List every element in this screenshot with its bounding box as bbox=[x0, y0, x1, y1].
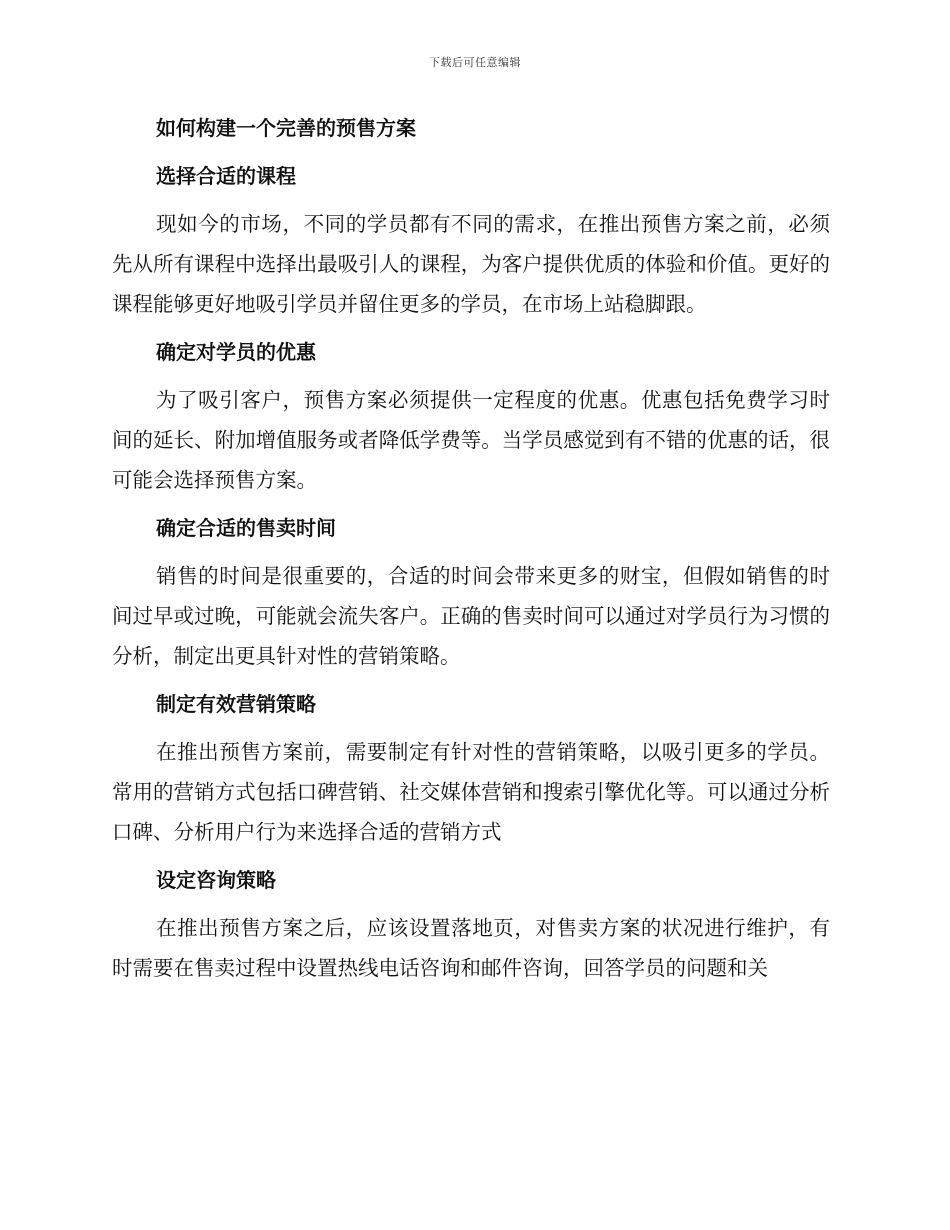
section-paragraph: 在推出预售方案前，需要制定有针对性的营销策略，以吸引更多的学员。常用的营销方式包括口碑营销、社交媒体营销和搜索引擎优化等。可以通过分析口碑、分析用户行为来选择合适的营销方式 bbox=[112, 740, 830, 844]
section-paragraph: 销售的时间是很重要的，合适的时间会带来更多的财宝，但假如销售的时间过早或过晚，可能就会流失客户。正确的售卖时间可以通过对学员行为习惯的分析，制定出更具针对性的营销策略。 bbox=[112, 564, 830, 668]
document-title: 如何构建一个完善的预售方案 bbox=[156, 116, 416, 140]
section-paragraph: 在推出预售方案之后，应该设置落地页，对售卖方案的状况进行维护，有时需要在售卖过程中设置热线电话咨询和邮件咨询，回答学员的问题和关 bbox=[112, 916, 830, 980]
header-note: 下载后可任意编辑 bbox=[429, 56, 521, 69]
section-heading: 确定合适的售卖时间 bbox=[156, 516, 336, 540]
section-heading: 设定咨询策略 bbox=[156, 868, 276, 892]
section-heading: 制定有效营销策略 bbox=[156, 692, 316, 716]
section-heading: 选择合适的课程 bbox=[156, 164, 296, 188]
section-paragraph: 为了吸引客户，预售方案必须提供一定程度的优惠。优惠包括免费学习时间的延长、附加增值服务或者降低学费等。当学员感觉到有不错的优惠的话，很可能会选择预售方案。 bbox=[112, 388, 830, 492]
section-paragraph: 现如今的市场，不同的学员都有不同的需求，在推出预售方案之前，必须先从所有课程中选择出最吸引人的课程，为客户提供优质的体验和价值。更好的课程能够更好地吸引学员并留住更多的学员，在市场上站稳脚跟。 bbox=[112, 212, 830, 316]
document-content bbox=[112, 108, 830, 988]
section-heading: 确定对学员的优惠 bbox=[156, 340, 316, 364]
